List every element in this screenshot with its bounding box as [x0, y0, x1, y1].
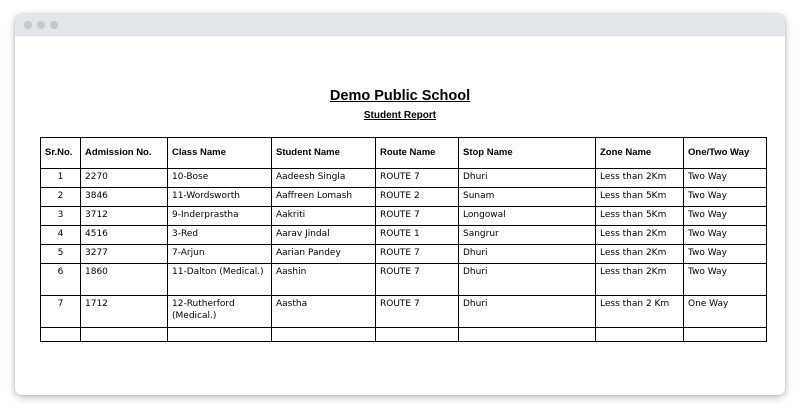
cell-zone-name: Less than 5Km — [596, 188, 684, 207]
cell-empty — [41, 328, 81, 342]
column-header-zone-name: Zone Name — [596, 138, 684, 169]
cell-empty — [459, 328, 596, 342]
column-header-route-name: Route Name — [376, 138, 459, 169]
cell-one-two-way: Two Way — [684, 264, 767, 296]
cell-empty — [596, 328, 684, 342]
cell-student-name: Aarav Jindal — [272, 226, 376, 245]
cell-route-name: ROUTE 2 — [376, 188, 459, 207]
cell-class-name: 3-Red — [168, 226, 272, 245]
cell-route-name: ROUTE 7 — [376, 169, 459, 188]
school-name: Demo Public School — [329, 88, 471, 104]
cell-stop-name: Sunam — [459, 188, 596, 207]
cell-route-name: ROUTE 1 — [376, 226, 459, 245]
cell-admission-no: 3846 — [81, 188, 168, 207]
cell-student-name: Aadeesh Singla — [272, 169, 376, 188]
cell-one-two-way: One Way — [684, 296, 767, 328]
cell-sr-no: 2 — [41, 188, 81, 207]
table-row — [41, 226, 767, 245]
table-row — [41, 207, 767, 226]
window-control-minimize-icon[interactable] — [37, 21, 45, 29]
table-row — [41, 188, 767, 207]
table-row — [41, 169, 767, 188]
cell-sr-no: 7 — [41, 296, 81, 328]
cell-class-name: 12-Rutherford (Medical.) — [168, 296, 272, 328]
cell-zone-name: Less than 2 Km — [596, 296, 684, 328]
cell-route-name: ROUTE 7 — [376, 207, 459, 226]
cell-zone-name: Less than 2Km — [596, 169, 684, 188]
column-header-sr-no: Sr.No. — [41, 138, 81, 169]
cell-stop-name: Longowal — [459, 207, 596, 226]
column-header-admission-no: Admission No. — [81, 138, 168, 169]
cell-sr-no: 6 — [41, 264, 81, 296]
cell-zone-name: Less than 5Km — [596, 207, 684, 226]
cell-student-name: Aastha — [272, 296, 376, 328]
report-page — [15, 36, 785, 395]
cell-admission-no: 1860 — [81, 264, 168, 296]
table-header-row — [41, 138, 767, 169]
cell-class-name: 10-Bose — [168, 169, 272, 188]
student-report-table — [40, 137, 767, 342]
cell-zone-name: Less than 2Km — [596, 264, 684, 296]
cell-stop-name: Sangrur — [459, 226, 596, 245]
cell-one-two-way: Two Way — [684, 188, 767, 207]
cell-route-name: ROUTE 7 — [376, 296, 459, 328]
cell-class-name: 11-Dalton (Medical.) — [168, 264, 272, 296]
cell-one-two-way: Two Way — [684, 169, 767, 188]
cell-empty — [684, 328, 767, 342]
cell-one-two-way: Two Way — [684, 226, 767, 245]
cell-stop-name: Dhuri — [459, 245, 596, 264]
window-control-maximize-icon[interactable] — [50, 21, 58, 29]
cell-student-name: Aaffreen Lomash — [272, 188, 376, 207]
cell-route-name: ROUTE 7 — [376, 245, 459, 264]
column-header-student-name: Student Name — [272, 138, 376, 169]
cell-student-name: Aarian Pandey — [272, 245, 376, 264]
column-header-class-name: Class Name — [168, 138, 272, 169]
student-report-table-container — [40, 137, 768, 359]
cell-empty — [272, 328, 376, 342]
cell-admission-no: 3712 — [81, 207, 168, 226]
cell-stop-name: Dhuri — [459, 296, 596, 328]
window-control-close-icon[interactable] — [24, 21, 32, 29]
cell-zone-name: Less than 2Km — [596, 226, 684, 245]
cell-zone-name: Less than 2Km — [596, 245, 684, 264]
cell-sr-no: 4 — [41, 226, 81, 245]
cell-stop-name: Dhuri — [459, 169, 596, 188]
window-titlebar — [15, 14, 785, 36]
table-row — [41, 296, 767, 328]
cell-admission-no: 2270 — [81, 169, 168, 188]
cell-one-two-way: Two Way — [684, 245, 767, 264]
cell-empty — [376, 328, 459, 342]
column-header-one-two-way: One/Two Way — [684, 138, 767, 169]
cell-class-name: 7-Arjun — [168, 245, 272, 264]
table-row — [41, 245, 767, 264]
cell-student-name: Aashin — [272, 264, 376, 296]
table-row-partial — [41, 328, 767, 342]
report-title: Student Report — [363, 110, 437, 121]
column-header-stop-name: Stop Name — [459, 138, 596, 169]
cell-class-name: 11-Wordsworth — [168, 188, 272, 207]
cell-empty — [81, 328, 168, 342]
cell-student-name: Aakriti — [272, 207, 376, 226]
cell-one-two-way: Two Way — [684, 207, 767, 226]
cell-admission-no: 4516 — [81, 226, 168, 245]
cell-stop-name: Dhuri — [459, 264, 596, 296]
cell-admission-no: 3277 — [81, 245, 168, 264]
cell-admission-no: 1712 — [81, 296, 168, 328]
cell-sr-no: 5 — [41, 245, 81, 264]
cell-empty — [168, 328, 272, 342]
cell-sr-no: 3 — [41, 207, 81, 226]
cell-route-name: ROUTE 7 — [376, 264, 459, 296]
browser-window — [15, 14, 785, 395]
cell-sr-no: 1 — [41, 169, 81, 188]
table-row — [41, 264, 767, 296]
cell-class-name: 9-Inderprastha — [168, 207, 272, 226]
